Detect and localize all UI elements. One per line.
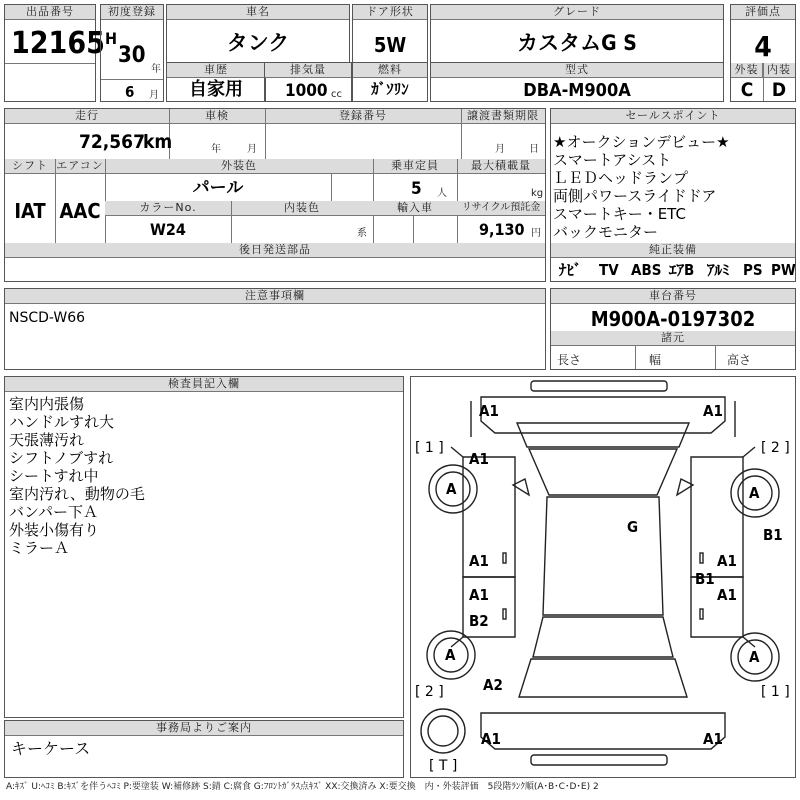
office-text: キーケース (11, 739, 91, 758)
car-name-label: 車名 (167, 5, 349, 20)
car-name: タンク (226, 31, 290, 55)
damage-mark: A2 (483, 676, 503, 694)
first-registration-box (100, 4, 164, 102)
damage-mark: A1 (717, 552, 737, 570)
inspection-label: 車検 (169, 109, 265, 124)
car-name-box (166, 4, 350, 64)
damage-legend: A:ｷｽﾞ U:ﾍｺﾐ B:ｷｽﾞを伴うﾍｺﾐ P:要塗装 W:補修跡 S:錆 C:腐食 G:ﾌﾛﾝﾄｶﾞﾗｽ点ｷｽﾞ XX:交換済み X:要交換 内・外装評価 5段階ﾗﾝｸ順(A･B･C･D･E) 2 (6, 782, 599, 792)
shift: IAT (14, 199, 46, 223)
color-no-label: カラーNo. (105, 201, 231, 216)
lot-number: 12165 (11, 26, 105, 61)
fuel-box (352, 62, 428, 102)
load-label: 最大積載量 (457, 159, 545, 174)
int-color-label: 内装色 (231, 201, 373, 216)
equipment-item: ｴｱB (669, 261, 695, 279)
mileage-unit: km (143, 131, 173, 153)
ext-grade: C (740, 79, 754, 101)
dims-label: 諸元 (551, 331, 795, 346)
door-box (352, 4, 428, 64)
score-label: 評価点 (731, 5, 795, 20)
ext-label: 外装 (731, 63, 763, 78)
specs-box (4, 108, 546, 282)
damage-mark: A1 (481, 730, 501, 748)
inspector-line: ハンドルすれ大 (9, 413, 115, 431)
int-label: 内装 (763, 63, 795, 78)
inspector-line: ミラーＡ (9, 539, 70, 557)
reg-no-label: 登録番号 (265, 109, 461, 124)
first-reg-label: 初度登録 (101, 5, 163, 20)
damage-mark: A1 (703, 402, 723, 420)
car-diagram (410, 376, 796, 778)
sales-point-item: スマートアシスト (553, 151, 672, 169)
ac-label: エアコン (56, 159, 104, 172)
sales-points-box (550, 108, 796, 282)
damage-mark: B1 (763, 526, 783, 544)
damage-mark: A1 (703, 730, 723, 748)
history: 自家用 (189, 79, 243, 100)
car-outline-svg (411, 377, 795, 777)
height-label: 高さ (727, 353, 752, 367)
damage-mark: A1 (469, 586, 489, 604)
notes-box (4, 288, 546, 370)
chassis-label: 車台番号 (551, 289, 795, 304)
door-type: 5W (373, 33, 407, 57)
reg-month: 6 (125, 83, 135, 101)
corner-label: [ 1 ] (761, 684, 790, 700)
color-no: W24 (150, 220, 186, 239)
load-unit: kg (531, 188, 544, 199)
damage-mark: A (749, 648, 760, 666)
equipment-item: ｱﾙﾐ (707, 261, 730, 279)
inspector-line: 外装小傷有り (9, 521, 100, 539)
inspector-line: 天張薄汚れ (9, 431, 85, 449)
lot-number-box (4, 4, 105, 102)
capacity: 5 (411, 179, 422, 199)
month-unit: 月 (149, 90, 159, 101)
shift-label: シフト (5, 159, 55, 174)
equipment-item: PW (771, 261, 796, 279)
lot-number-label: 出品番号 (5, 5, 95, 20)
transfer-day-unit: 日 (529, 144, 539, 155)
inspector-line: バンパー下Ａ (9, 503, 98, 521)
recycle-fee: 9,130 (479, 220, 525, 239)
history-box (166, 62, 266, 102)
int-grade: D (771, 79, 787, 101)
color-label: 外装色 (105, 159, 373, 174)
corner-label: [ 2 ] (415, 684, 444, 700)
damage-mark: A (446, 480, 457, 498)
door-label: ドア形状 (353, 5, 427, 20)
sales-point-item: スマートキー・ETC (553, 205, 686, 223)
mileage-label: 走行 (5, 109, 169, 124)
damage-mark: B2 (469, 612, 489, 630)
grade: カスタムG S (517, 31, 637, 55)
score-box (730, 4, 796, 102)
office-box (4, 720, 404, 778)
inspector-line: 室内内張傷 (9, 395, 85, 413)
recycle-label: リサイクル預託金 (457, 201, 545, 216)
mileage: 72,567 (79, 131, 145, 153)
damage-mark: A1 (469, 552, 489, 570)
int-color-unit: 系 (357, 228, 367, 239)
inspector-line: 室内汚れ、動物の毛 (9, 485, 145, 503)
insp-month-unit: 月 (247, 144, 257, 155)
exterior-color: パール (192, 178, 244, 198)
import-label: 輸入車 (373, 201, 457, 216)
reg-year: 30 (118, 43, 146, 68)
length-label: 長さ (557, 353, 582, 367)
sales-points-list (553, 133, 730, 241)
equipment-item: ABS (631, 261, 662, 279)
model: DBA-M900A (523, 80, 631, 101)
inspector-box (4, 376, 404, 718)
capacity-unit: 人 (437, 188, 447, 199)
displacement-label: 排気量 (265, 63, 351, 78)
office-label: 事務局よりご案内 (5, 721, 403, 736)
inspector-notes (9, 395, 145, 557)
sales-point-item: ＬＥＤヘッドランプ (553, 169, 689, 187)
width-label: 幅 (649, 353, 662, 367)
sales-point-item: 両側パワースライドドア (553, 187, 717, 205)
displacement-unit: cc (331, 89, 342, 100)
equipment-item: ﾅﾋﾞ (559, 261, 582, 279)
history-label: 車歴 (167, 63, 265, 78)
equipment-item: PS (743, 261, 763, 279)
capacity-label: 乗車定員 (373, 159, 457, 174)
fuel-label: 燃料 (353, 63, 427, 78)
grade-label: グレード (431, 5, 723, 20)
sales-points-label: セールスポイント (551, 109, 795, 124)
chassis-box (550, 288, 796, 370)
notes-text: NSCD-W66 (9, 310, 86, 326)
era: H (105, 29, 118, 48)
ac: AAC (59, 199, 101, 223)
damage-mark: A1 (479, 402, 499, 420)
damage-mark: A1 (469, 450, 489, 468)
chassis-number: M900A-0197302 (590, 307, 756, 331)
year-unit: 年 (151, 64, 161, 75)
damage-mark: B1 (695, 570, 715, 588)
inspector-line: シートすれ中 (9, 467, 99, 485)
transfer-month-unit: 月 (495, 144, 505, 155)
transfer-label: 譲渡書類期限 (461, 109, 545, 124)
fuel: ｶﾞｿﾘﾝ (371, 80, 409, 98)
equipment-item: TV (599, 261, 619, 279)
corner-label: [ T ] (429, 758, 458, 774)
corner-label: [ 1 ] (415, 440, 444, 456)
score: 4 (754, 30, 772, 63)
damage-mark: A (445, 646, 456, 664)
accessories-label: 後日発送部品 (5, 243, 545, 258)
equipment-label: 純正装備 (551, 243, 795, 258)
damage-mark: A1 (717, 586, 737, 604)
grade-box (430, 4, 724, 64)
damage-mark: A (749, 484, 760, 502)
inspector-label: 検査員記入欄 (5, 377, 403, 392)
inspector-line: シフトノブすれ (9, 449, 114, 467)
displacement: 1000 (285, 81, 328, 101)
sales-point-item: ★オークションデビュー★ (553, 133, 730, 151)
recycle-unit: 円 (531, 228, 541, 239)
damage-mark: G (627, 518, 639, 536)
displacement-box (264, 62, 352, 102)
insp-year-unit: 年 (211, 144, 221, 155)
corner-label: [ 2 ] (761, 440, 790, 456)
model-label: 型式 (431, 63, 723, 78)
sales-point-item: バックモニター (553, 223, 659, 241)
model-box (430, 62, 724, 102)
notes-label: 注意事項欄 (5, 289, 545, 304)
